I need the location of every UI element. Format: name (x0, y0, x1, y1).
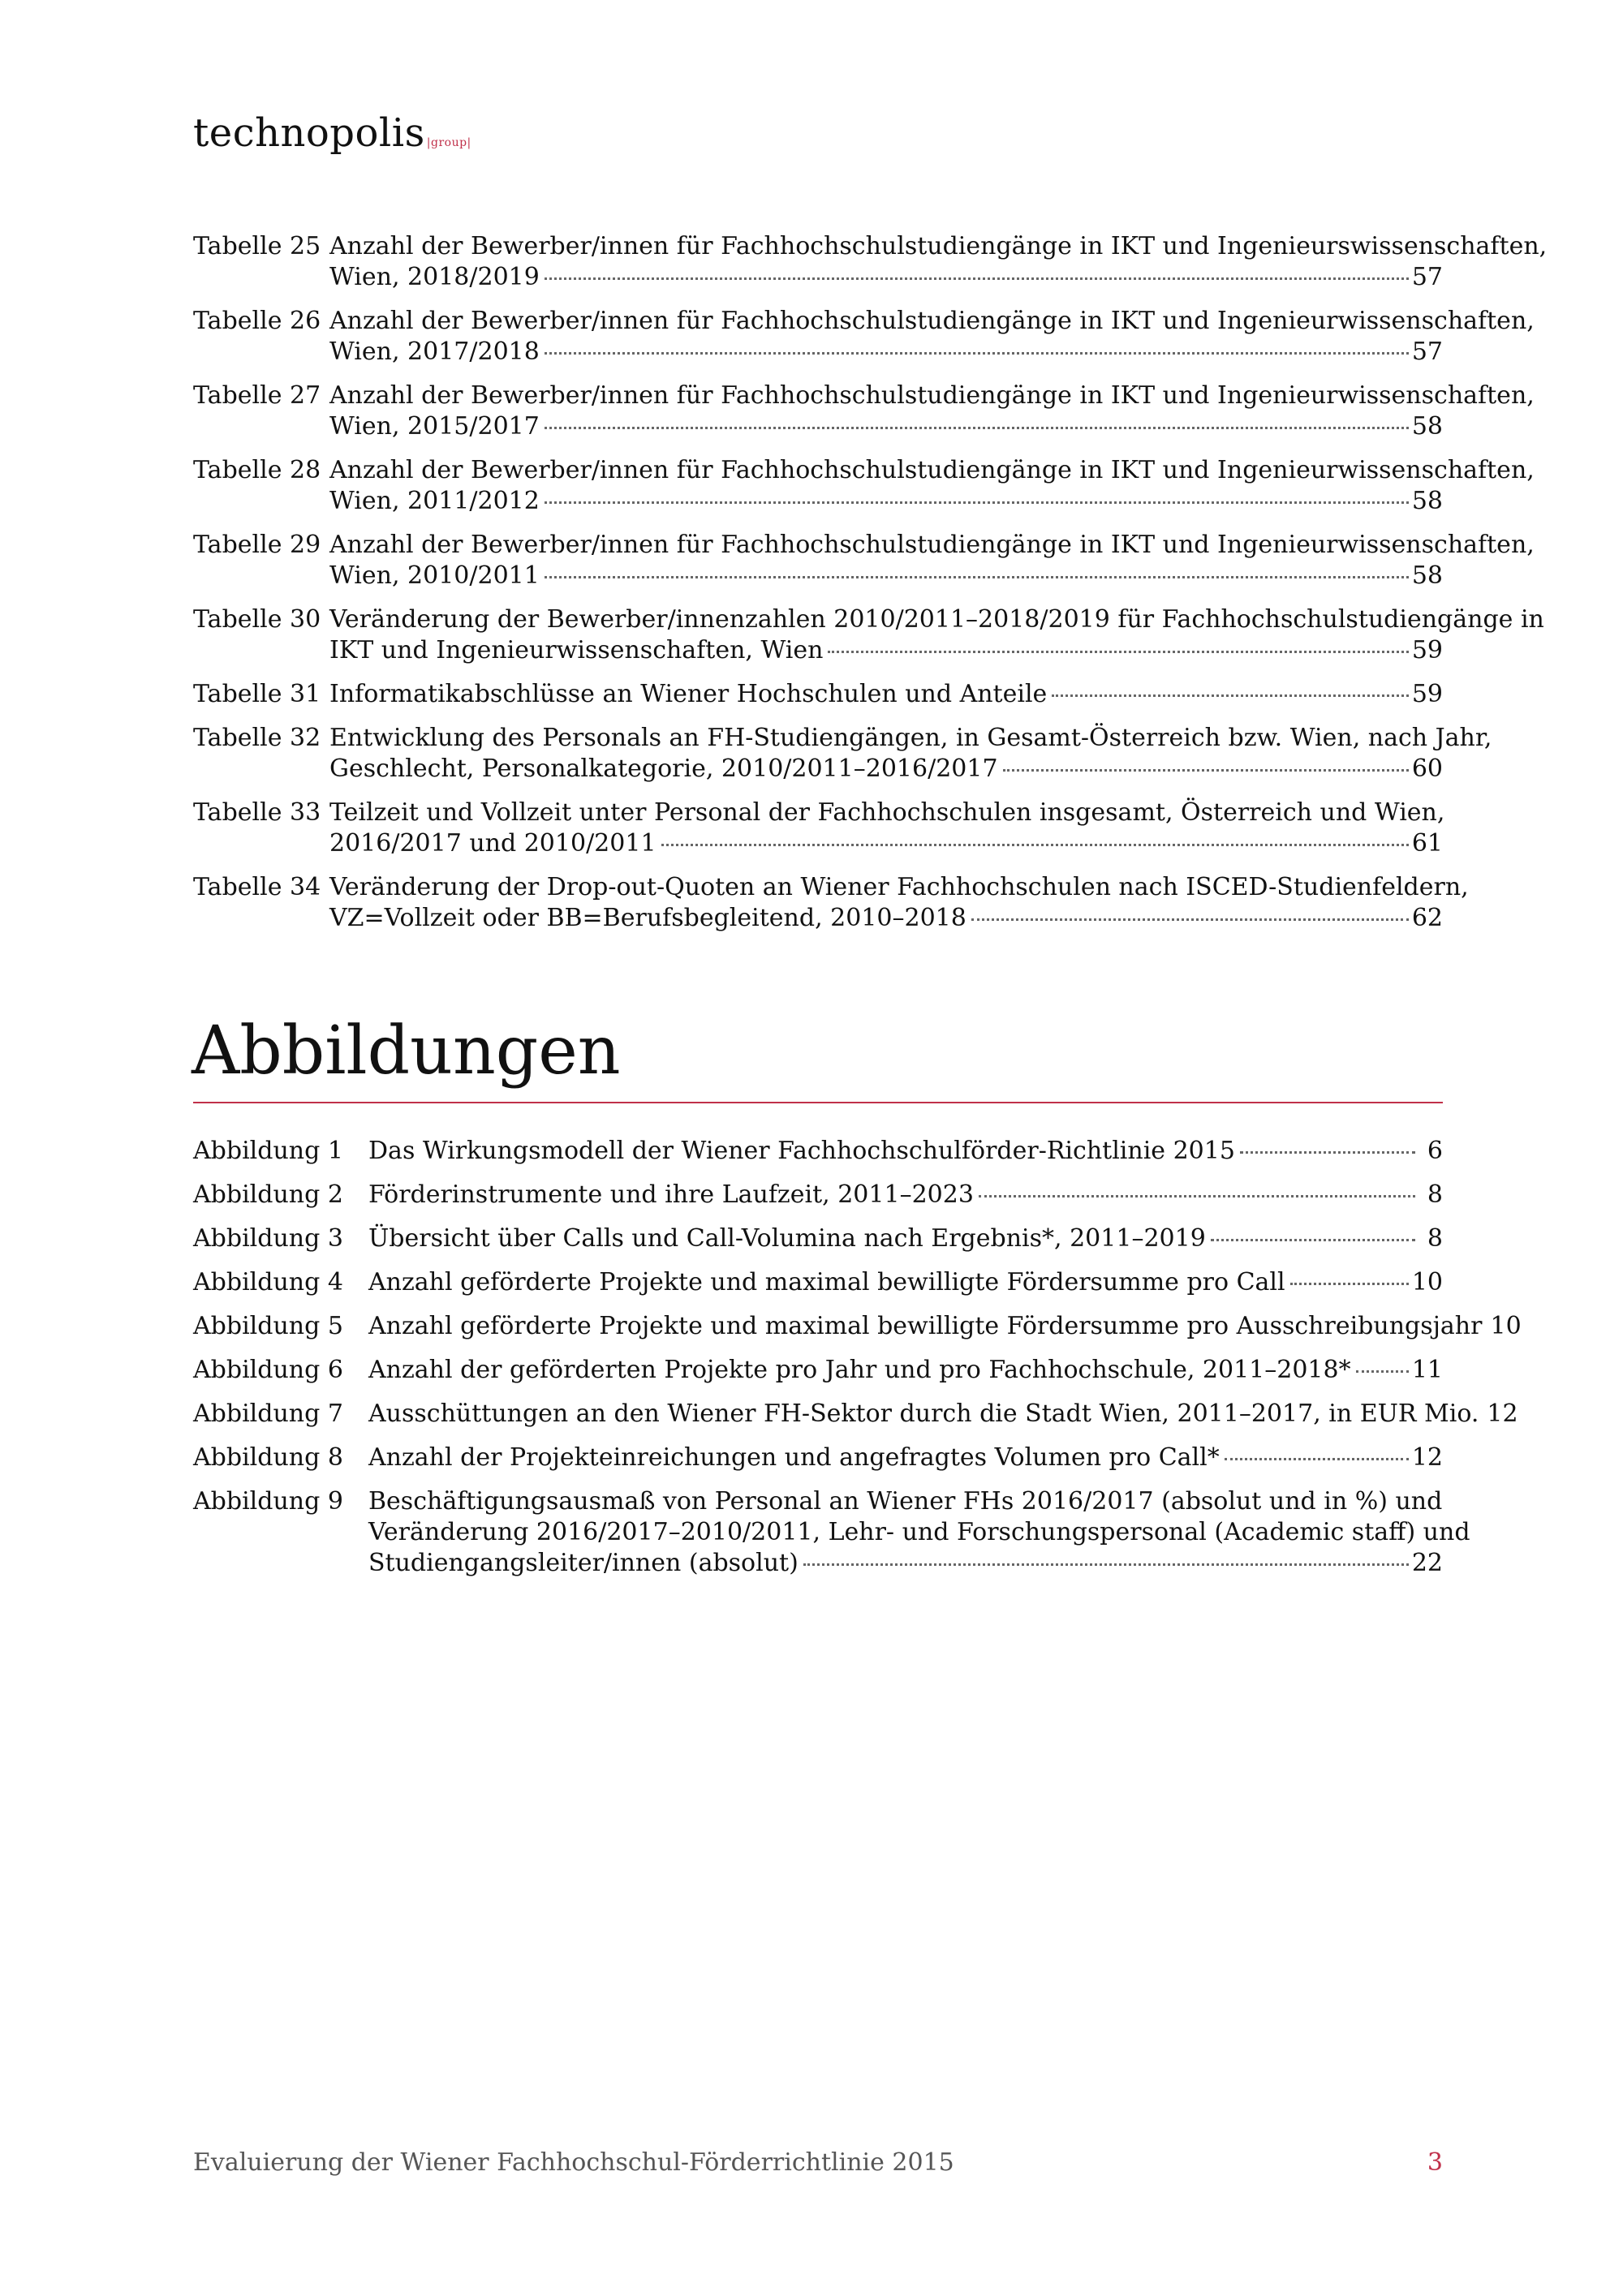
tables-list (193, 231, 1548, 947)
table-label: Tabelle 25 (193, 232, 321, 260)
figure-label: Abbildung 2 (193, 1180, 343, 1209)
figure-page-number: 22 (1411, 1549, 1443, 1577)
table-title-line: Informatikabschlüsse an Wiener Hochschulen und Anteile (329, 680, 1048, 708)
heading-divider (193, 1102, 1443, 1103)
table-title-line: Anzahl der Bewerber/innen für Fachhochschulstudiengänge in IKT und Ingenieurwissenschaften, (329, 307, 1535, 335)
table-entry[interactable] (193, 231, 1548, 293)
table-label: Tabelle 28 (193, 456, 321, 484)
figure-entry[interactable] (193, 1486, 1470, 1579)
page-number: 3 (1427, 2148, 1443, 2177)
figure-title-line: Studiengangsleiter/innen (absolut) (368, 1549, 799, 1577)
figure-label: Abbildung 1 (193, 1137, 343, 1165)
table-title-line: Wien, 2017/2018 (329, 338, 540, 366)
table-title-line: Anzahl der Bewerber/innen für Fachhochschulstudiengänge in IKT und Ingenieurwissenschaften, (329, 381, 1535, 410)
dot-leader (545, 427, 1409, 429)
footer-title: Evaluierung der Wiener Fachhochschul-Förderrichtlinie 2015 (193, 2148, 954, 2177)
table-entry[interactable] (193, 455, 1535, 517)
figure-label: Abbildung 4 (193, 1268, 343, 1296)
dot-leader (545, 501, 1409, 504)
table-entry[interactable] (193, 530, 1535, 591)
figure-entry[interactable] (193, 1267, 1443, 1298)
figure-label: Abbildung 5 (193, 1312, 343, 1340)
dot-leader (1290, 1283, 1409, 1285)
table-title-line: Veränderung der Drop-out-Quoten an Wiener Fachhochschulen nach ISCED-Studienfeldern, (329, 873, 1469, 901)
table-title-line: Anzahl der Bewerber/innen für Fachhochschulstudiengänge in IKT und Ingenieurwissenschaften, (329, 531, 1535, 559)
figure-title-line: Veränderung 2016/2017–2010/2011, Lehr- und Forschungspersonal (Academic staff) und (368, 1518, 1470, 1546)
table-title-line: Wien, 2010/2011 (329, 561, 540, 590)
figure-label: Abbildung 3 (193, 1224, 343, 1253)
table-title-line: VZ=Vollzeit oder BB=Berufsbegleitend, 2010–2018 (329, 904, 966, 932)
table-entry[interactable] (193, 798, 1443, 859)
figure-label: Abbildung 7 (193, 1400, 343, 1428)
figure-entry[interactable] (193, 1311, 1522, 1342)
table-label: Tabelle 34 (193, 873, 321, 901)
figure-entry[interactable] (193, 1443, 1443, 1473)
table-label: Tabelle 32 (193, 724, 321, 752)
table-entry[interactable] (193, 604, 1544, 666)
table-title-line: Teilzeit und Vollzeit unter Personal der Fachhochschulen insgesamt, Österreich und Wien, (329, 798, 1445, 827)
figure-title-line: Das Wirkungsmodell der Wiener Fachhochschulförder-Richtlinie 2015 (368, 1137, 1235, 1165)
table-label: Tabelle 30 (193, 605, 321, 634)
table-title-line: Anzahl der Bewerber/innen für Fachhochschulstudiengänge in IKT und Ingenieurswissenschaften, (329, 232, 1548, 260)
table-page-number: 57 (1411, 263, 1443, 291)
figure-entry[interactable] (193, 1399, 1518, 1430)
figure-title-line: Förderinstrumente und ihre Laufzeit, 2011–2023 (368, 1180, 974, 1209)
table-label: Tabelle 31 (193, 680, 321, 708)
figure-page-number: 10 (1411, 1268, 1443, 1296)
table-page-number: 58 (1411, 412, 1443, 441)
figure-title-line: Beschäftigungsausmaß von Personal an Wiener FHs 2016/2017 (absolut und in %) und (368, 1487, 1443, 1516)
table-page-number: 57 (1411, 338, 1443, 366)
technopolis-logo (193, 110, 471, 156)
dot-leader (1225, 1458, 1409, 1460)
figure-page-number: 8 (1427, 1180, 1443, 1209)
figure-title-line: Anzahl geförderte Projekte und maximal bewilligte Fördersumme pro Ausschreibungsjahr (368, 1312, 1483, 1340)
figure-title-line: Anzahl geförderte Projekte und maximal bewilligte Fördersumme pro Call (368, 1268, 1285, 1296)
figure-entry[interactable] (193, 1180, 1443, 1210)
dot-leader (545, 576, 1409, 578)
figure-page-number: 8 (1427, 1224, 1443, 1253)
figure-label: Abbildung 9 (193, 1487, 343, 1516)
figure-page-number: 10 (1490, 1312, 1522, 1340)
table-title-line: Geschlecht, Personalkategorie, 2010/2011–2016/2017 (329, 755, 998, 783)
table-title-line: Entwicklung des Personals an FH-Studiengängen, in Gesamt-Österreich bzw. Wien, nach Jahr, (329, 724, 1492, 752)
table-page-number: 58 (1411, 487, 1443, 515)
dot-leader (545, 352, 1409, 355)
table-page-number: 62 (1411, 904, 1443, 932)
dot-leader (828, 651, 1408, 653)
table-title-line: Anzahl der Bewerber/innen für Fachhochschulstudiengänge in IKT und Ingenieurwissenschaften, (329, 456, 1535, 484)
table-page-number: 61 (1411, 829, 1443, 858)
figure-page-number: 12 (1487, 1400, 1518, 1428)
figure-entry[interactable] (193, 1136, 1443, 1167)
table-title-line: IKT und Ingenieurwissenschaften, Wien (329, 636, 824, 664)
figure-title-line: Anzahl der Projekteinreichungen und angefragtes Volumen pro Call* (368, 1443, 1220, 1472)
table-title-line: Wien, 2018/2019 (329, 263, 540, 291)
logo-group-tag: |group| (426, 136, 471, 149)
table-title-line: 2016/2017 und 2010/2011 (329, 829, 657, 858)
table-entry[interactable] (193, 381, 1535, 442)
table-entry[interactable] (193, 306, 1535, 368)
dot-leader (1211, 1239, 1415, 1241)
dot-leader (1240, 1151, 1415, 1154)
table-title-line: Veränderung der Bewerber/innenzahlen 2010/2011–2018/2019 für Fachhochschulstudiengänge in (329, 605, 1544, 634)
figure-title-line: Anzahl der geförderten Projekte pro Jahr und pro Fachhochschule, 2011–2018* (368, 1356, 1351, 1384)
table-page-number: 58 (1411, 561, 1443, 590)
table-page-number: 60 (1411, 755, 1443, 783)
table-label: Tabelle 29 (193, 531, 321, 559)
table-label: Tabelle 27 (193, 381, 321, 410)
dot-leader (1003, 769, 1409, 772)
table-entry[interactable] (193, 679, 1443, 710)
dot-leader (661, 844, 1409, 846)
dot-leader (545, 277, 1409, 280)
figure-title-line: Übersicht über Calls und Call-Volumina nach Ergebnis*, 2011–2019 (368, 1224, 1206, 1253)
figure-entry[interactable] (193, 1355, 1443, 1386)
figure-page-number: 12 (1411, 1443, 1443, 1472)
table-label: Tabelle 26 (193, 307, 321, 335)
figure-label: Abbildung 6 (193, 1356, 343, 1384)
dot-leader (971, 918, 1409, 921)
table-entry[interactable] (193, 872, 1469, 934)
table-page-number: 59 (1411, 636, 1443, 664)
figure-label: Abbildung 8 (193, 1443, 343, 1472)
table-entry[interactable] (193, 723, 1492, 785)
figure-title-line: Ausschüttungen an den Wiener FH-Sektor durch die Stadt Wien, 2011–2017, in EUR Mio. (368, 1400, 1479, 1428)
dot-leader (1052, 694, 1409, 697)
dot-leader (979, 1195, 1415, 1197)
figure-entry[interactable] (193, 1223, 1443, 1254)
dot-leader (1356, 1370, 1409, 1373)
table-title-line: Wien, 2015/2017 (329, 412, 540, 441)
figures-list (193, 1136, 1522, 1592)
table-title-line: Wien, 2011/2012 (329, 487, 540, 515)
figure-page-number: 11 (1411, 1356, 1443, 1384)
table-page-number: 59 (1411, 680, 1443, 708)
figures-heading: Abbildungen (192, 1013, 621, 1090)
figure-page-number: 6 (1427, 1137, 1443, 1165)
dot-leader (803, 1563, 1409, 1566)
logo-name: technopolis (193, 110, 425, 156)
table-label: Tabelle 33 (193, 798, 321, 827)
